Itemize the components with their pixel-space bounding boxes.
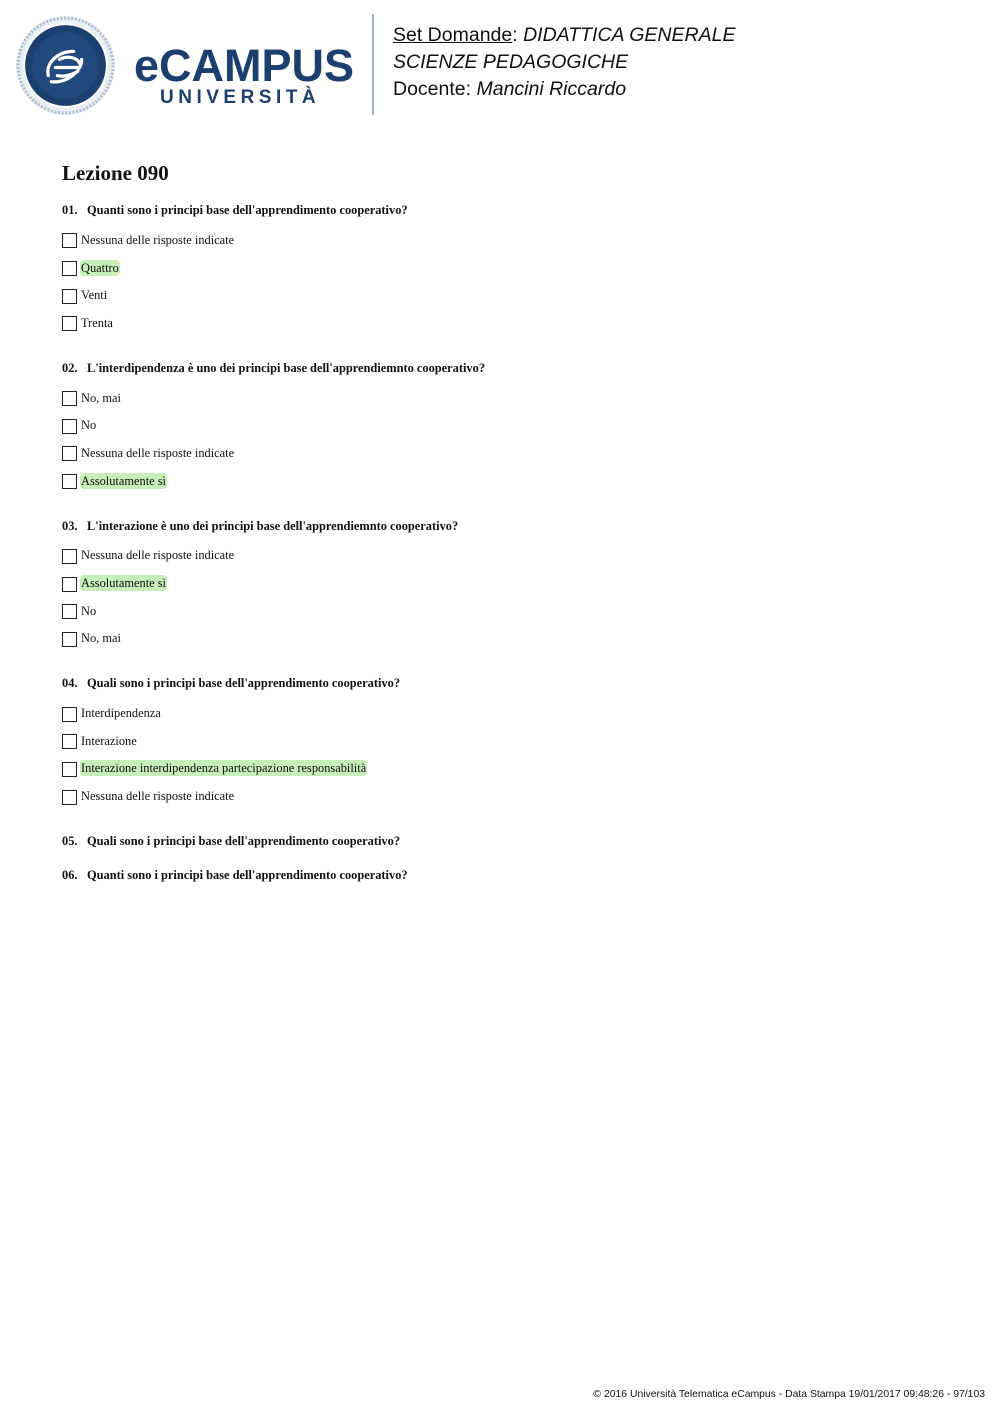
question-number: 03. [62,518,78,533]
answer-option[interactable] [62,625,962,653]
answer-label: No [81,418,97,433]
answer-checkbox[interactable] [62,577,77,592]
question-label: Quanti sono i principi base dell'apprendimento cooperativo? [87,203,408,217]
course-info [393,22,735,103]
question-number: 02. [62,360,78,375]
question-block [62,516,962,653]
question-block [62,673,962,810]
answer-label: Interazione [81,733,137,748]
answer-option[interactable] [62,411,962,439]
answer-checkbox[interactable] [62,632,77,647]
answer-checkbox[interactable] [62,790,77,805]
answer-option[interactable] [62,226,962,254]
question-text [62,358,962,378]
question-label: Quanti sono i principi base dell'apprendimento cooperativo? [87,868,408,882]
answer-checkbox[interactable] [62,734,77,749]
answer-option[interactable] [62,254,962,282]
teacher-label: Docente: [393,78,472,100]
program-name: SCIENZE PEDAGOGICHE [393,51,629,73]
answer-option[interactable] [62,727,962,755]
question-list [62,200,962,899]
answer-checkbox[interactable] [62,289,77,304]
answer-checkbox[interactable] [62,233,77,248]
question-text [62,516,962,536]
answer-checkbox[interactable] [62,549,77,564]
answer-option[interactable] [62,569,962,597]
answer-checkbox[interactable] [62,261,77,276]
question-number: 05. [62,834,78,848]
answer-label: Nessuna delle risposte indicate [81,789,235,804]
answer-option[interactable] [62,597,962,625]
answer-checkbox[interactable] [62,419,77,434]
answer-label: Trenta [81,315,113,330]
answer-label: No [81,603,97,618]
answer-checkbox[interactable] [62,762,77,777]
answer-checkbox[interactable] [62,604,77,619]
set-label: Set Domande [393,24,513,46]
brand-subtitle: UNIVERSITÀ [160,87,321,108]
header-divider [372,14,374,115]
question-number: 04. [62,676,78,691]
answer-label: Venti [81,288,108,303]
answer-label: Nessuna delle risposte indicate [81,445,235,460]
question-text [62,831,962,851]
brand-name: eCAMPUS [134,40,355,91]
answer-option[interactable] [62,782,962,810]
question-label: Quali sono i principi base dell'apprendimento cooperativo? [87,676,401,691]
lesson-title: Lezione 090 [62,161,169,185]
set-separator: : [512,24,518,46]
question-block [62,831,962,851]
answer-option[interactable] [62,542,962,570]
question-text [62,200,962,220]
question-number: 06. [62,868,78,882]
correct-answer-label: Assolutamente sì [81,473,167,488]
teacher-line [393,76,735,103]
answer-label: No, mai [81,631,121,646]
answer-label: No, mai [81,390,121,405]
question-label: Quali sono i principi base dell'apprendimento cooperativo? [87,834,401,848]
set-line [393,22,735,49]
question-text [62,865,962,885]
answer-option[interactable] [62,755,962,783]
answer-label: Nessuna delle risposte indicate [81,232,235,247]
correct-answer-label: Interazione interdipendenza partecipazione responsabilità [81,761,367,776]
question-number: 01. [62,203,78,217]
correct-answer-label: Assolutamente sì [81,576,167,591]
footer-copyright: © 2016 Università Telematica eCampus - Data Stampa 19/01/2017 09:48:26 - 97/103 [593,1389,985,1400]
answer-checkbox[interactable] [62,391,77,406]
answer-option[interactable] [62,309,962,337]
answer-checkbox[interactable] [62,316,77,331]
answer-option[interactable] [62,699,962,727]
answer-option[interactable] [62,439,962,467]
question-label: L'interdipendenza è uno dei principi base dell'apprendiemnto cooperativo? [87,360,486,375]
question-block [62,200,962,337]
answer-label: Interdipendenza [81,706,161,721]
teacher-name: Mancini Riccardo [476,78,627,100]
university-seal-logo [15,15,116,116]
course-name: DIDATTICA GENERALE [523,24,736,46]
answer-option[interactable] [62,281,962,309]
answer-option[interactable] [62,384,962,412]
question-block [62,358,962,495]
question-block [62,865,962,885]
answer-label: Nessuna delle risposte indicate [81,548,235,563]
answer-checkbox[interactable] [62,474,77,489]
answer-option[interactable] [62,467,962,495]
question-label: L'interazione è uno dei principi base dell'apprendiemnto cooperativo? [87,518,459,533]
question-text [62,673,962,693]
correct-answer-label: Quattro [81,260,119,275]
answer-checkbox[interactable] [62,446,77,461]
answer-checkbox[interactable] [62,707,77,722]
